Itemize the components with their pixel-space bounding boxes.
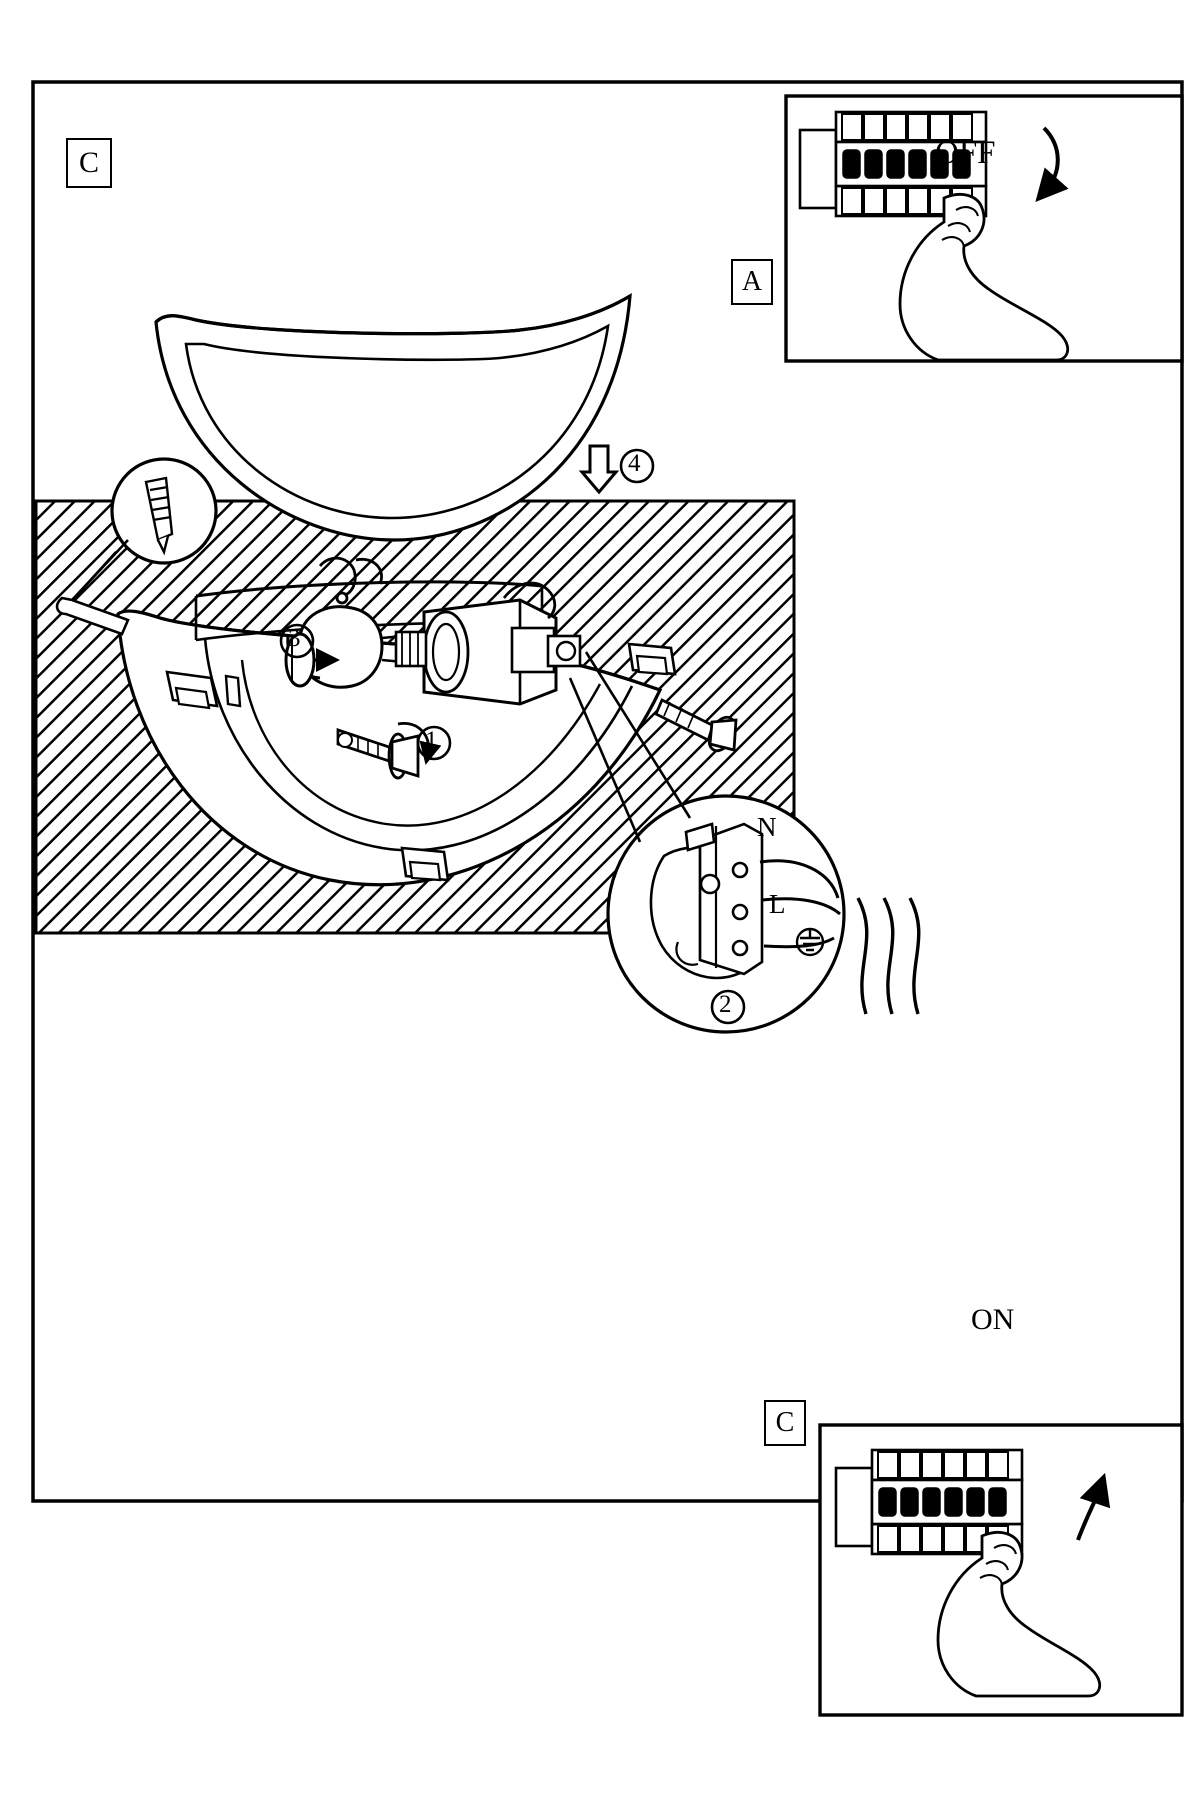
terminal-label-l: L [769, 889, 786, 919]
step-marker-3: 3 [288, 625, 301, 652]
panel-label-c [764, 1400, 806, 1446]
supply-cables [858, 898, 919, 1014]
panel-c-artwork [820, 1425, 1182, 1715]
caption-on: ON [971, 1303, 1015, 1336]
step-marker-1: 1 [425, 727, 438, 754]
panel-label-a-text: A [741, 266, 763, 297]
panel-label-b-text: C [78, 146, 99, 179]
panel-label-b [66, 138, 112, 188]
step-marker-2: 2 [719, 991, 732, 1018]
earth-symbol [797, 928, 823, 955]
caption-off: OFF [935, 135, 996, 171]
down-arrow-diffuser [582, 446, 616, 492]
panel-label-c-text: C [775, 1407, 795, 1438]
terminal-label-n: N [757, 812, 777, 842]
panel-label-a [731, 259, 773, 305]
step-marker-4: 4 [628, 450, 641, 477]
